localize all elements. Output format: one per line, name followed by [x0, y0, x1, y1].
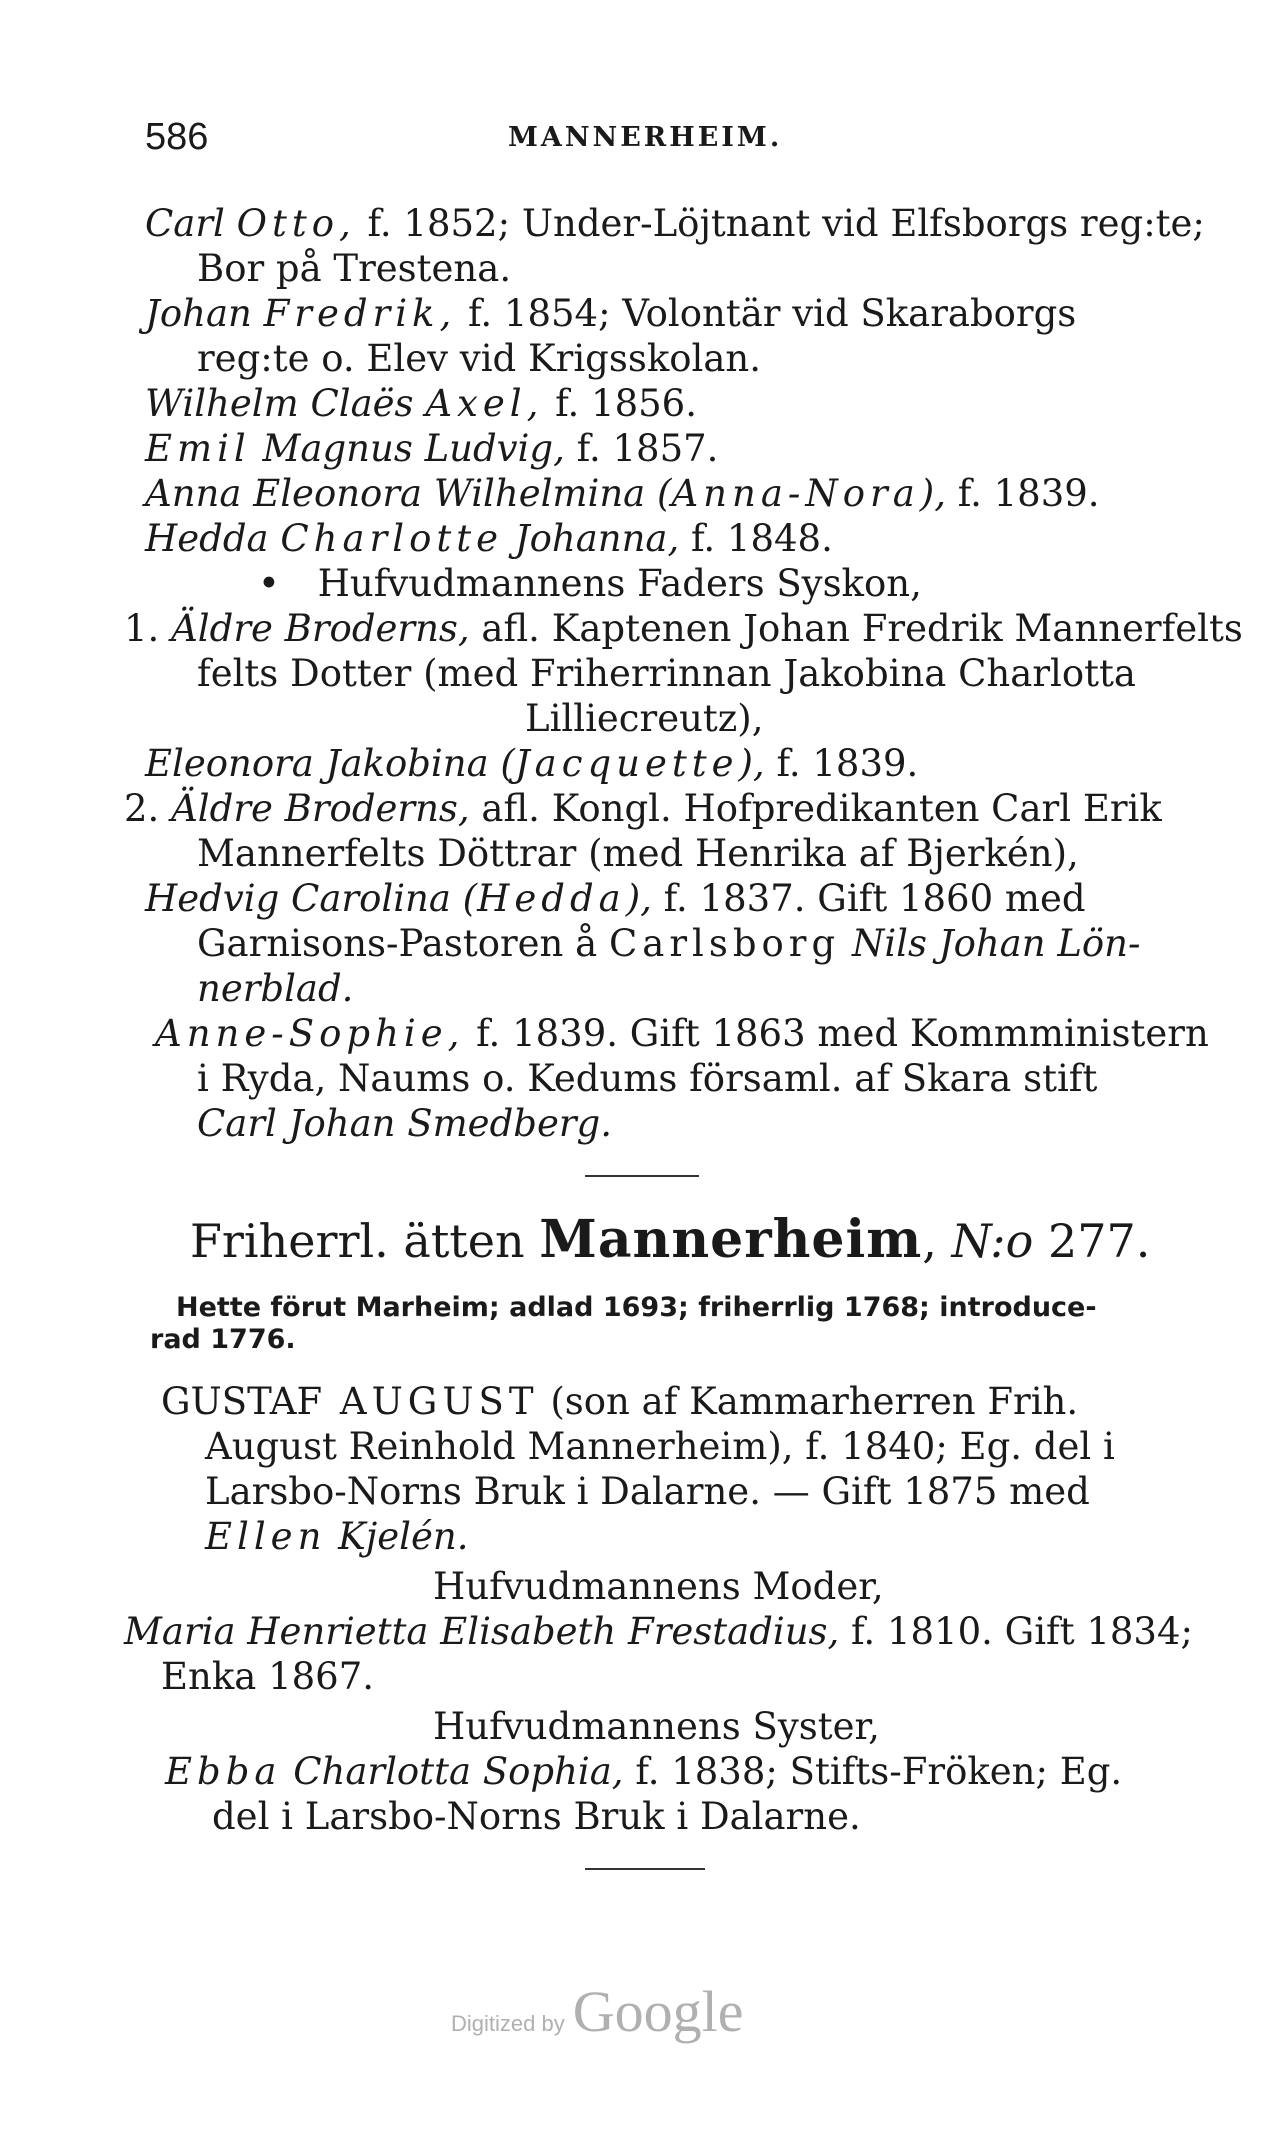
- entry-line: [145, 472, 1100, 516]
- entry-line: [145, 517, 833, 561]
- entry-line: [145, 292, 1076, 336]
- given-name: Hedda: [145, 517, 269, 560]
- called-name: Jacquette: [514, 742, 739, 785]
- given-name: Kjelén.: [326, 1515, 469, 1558]
- list-number: 1.: [124, 607, 160, 650]
- given-name: Anna Eleonora Wilhelmina (: [145, 472, 672, 515]
- entry-line: nerblad.: [197, 967, 354, 1010]
- entry-line: [124, 787, 1162, 831]
- entry-line: [145, 202, 1205, 246]
- given-name: ),: [625, 877, 652, 920]
- heading-text: Hufvudmannens Faders Syskon,: [317, 562, 922, 605]
- given-name: Wilhelm Claës: [145, 382, 414, 425]
- called-name: Hedda: [477, 877, 626, 920]
- section-divider: [585, 1175, 699, 1177]
- entry-line: [145, 382, 697, 426]
- given-name: Eleonora Jakobina (: [145, 742, 515, 785]
- entry-line: i Ryda, Naums o. Kedums församl. af Skara stift: [197, 1057, 1098, 1100]
- given-name: Charlotta Sophia,: [281, 1750, 624, 1793]
- given-name: Nils Johan Lön-: [840, 922, 1141, 965]
- entry-line: [205, 1515, 469, 1559]
- number-label: N:o: [951, 1214, 1034, 1268]
- given-name: Magnus Ludvig,: [250, 427, 565, 470]
- given-name: Äldre Broderns,: [171, 787, 470, 830]
- called-name: Axel,: [425, 382, 544, 425]
- called-name: Fredrik,: [263, 292, 457, 335]
- entry-text: Garnisons-Pastoren å: [197, 922, 609, 965]
- called-name: Anne-Sophie,: [155, 1012, 465, 1055]
- section-divider: [585, 1868, 705, 1870]
- entry-line: [145, 742, 918, 786]
- entry-line: August Reinhold Mannerheim), f. 1840; Eg. del i: [205, 1425, 1115, 1468]
- called-name: Ellen: [205, 1515, 327, 1558]
- entry-line: del i Larsbo-Norns Bruk i Dalarne.: [212, 1795, 861, 1838]
- called-name: Charlotte: [280, 517, 503, 560]
- called-name: Anna-Nora: [671, 472, 920, 515]
- given-name: Äldre Broderns,: [171, 607, 470, 650]
- called-name: Emil: [145, 427, 251, 470]
- given-name: Johan: [145, 292, 252, 335]
- entry-line: [165, 1750, 1122, 1794]
- called-name: Otto,: [236, 202, 356, 245]
- given-name: Carl: [145, 202, 225, 245]
- running-head: MANNERHEIM.: [508, 122, 783, 153]
- entry-text: f. 1810. Gift 1834;: [839, 1610, 1193, 1653]
- place-name: Carlsborg: [608, 922, 841, 965]
- entry-text: afl. Kongl. Hofpredikanten Carl Erik: [469, 787, 1162, 830]
- bullet-mark: •: [258, 562, 280, 605]
- family-title: [190, 1209, 1151, 1270]
- section-heading: Hufvudmannens Moder,: [433, 1565, 884, 1608]
- entry-line: reg:te o. Elev vid Krigsskolan.: [197, 337, 761, 380]
- list-number: 2.: [124, 787, 160, 830]
- called-name: AUGUST: [339, 1380, 539, 1423]
- entry-line: [197, 922, 1141, 966]
- entry-text: f. 1856.: [543, 382, 697, 425]
- family-name: Mannerheim: [539, 1209, 923, 1270]
- entry-text: f. 1837. Gift 1860 med: [651, 877, 1086, 920]
- entry-line: Mannerfelts Döttrar (med Henrika af Bjerkén),: [197, 832, 1079, 875]
- entry-text: f. 1854; Volontär vid Skaraborgs: [456, 292, 1077, 335]
- given-name: Hedvig Carolina (: [145, 877, 478, 920]
- entry-line: Enka 1867.: [161, 1655, 375, 1698]
- entry-line: [145, 427, 718, 471]
- entry-line: felts Dotter (med Friherrinnan Jakobina Charlotta: [197, 652, 1136, 695]
- entry-line: Lilliecreutz),: [525, 697, 764, 740]
- entry-text: f. 1852; Under-Löjtnant vid Elfsborgs reg:te;: [355, 202, 1205, 245]
- given-name: Johanna,: [503, 517, 680, 560]
- entry-line: [161, 1380, 1078, 1424]
- digitized-footer: [451, 1978, 743, 2045]
- entry-text: f. 1839.: [764, 742, 919, 785]
- title-separator: ,: [922, 1214, 952, 1268]
- given-name: GUSTAF: [161, 1380, 323, 1423]
- page-number: 586: [145, 116, 209, 158]
- family-number: 277.: [1033, 1214, 1151, 1268]
- entry-line: [145, 877, 1086, 921]
- entry-text: afl. Kaptenen Johan Fredrik Mannerfelts: [469, 607, 1243, 650]
- entry-line: Larsbo-Norns Bruk i Dalarne. — Gift 1875 med: [205, 1470, 1090, 1513]
- digitized-text: Digitized by: [451, 2011, 565, 2036]
- entry-line: [124, 1610, 1193, 1654]
- entry-line: Bor på Trestena.: [197, 247, 512, 290]
- called-name: Ebba: [165, 1750, 282, 1793]
- entry-text: f. 1839.: [945, 472, 1100, 515]
- family-note: Hette förut Marheim; adlad 1693; friherrlig 1768; introduce-: [176, 1292, 1097, 1323]
- entry-text: (son af Kammarherren Frih.: [538, 1380, 1079, 1423]
- entry-text: f. 1848.: [679, 517, 833, 560]
- given-name: ),: [919, 472, 946, 515]
- entry-text: f. 1839. Gift 1863 med Kommministern: [464, 1012, 1209, 1055]
- entry-line: [124, 607, 1243, 651]
- section-heading: Hufvudmannens Syster,: [433, 1705, 880, 1748]
- family-note: rad 1776.: [150, 1324, 296, 1355]
- entry-text: f. 1857.: [564, 427, 719, 470]
- entry-line: Carl Johan Smedberg.: [197, 1102, 612, 1145]
- entry-line: [155, 1012, 1209, 1056]
- given-name: Maria Henrietta Elisabeth Frestadius,: [124, 1610, 840, 1653]
- google-logo: Google: [572, 1979, 744, 2044]
- title-prefix: Friherrl. ätten: [190, 1214, 540, 1268]
- given-name: ),: [738, 742, 765, 785]
- entry-text: f. 1838; Stifts-Fröken; Eg.: [623, 1750, 1123, 1793]
- section-heading: [258, 562, 922, 606]
